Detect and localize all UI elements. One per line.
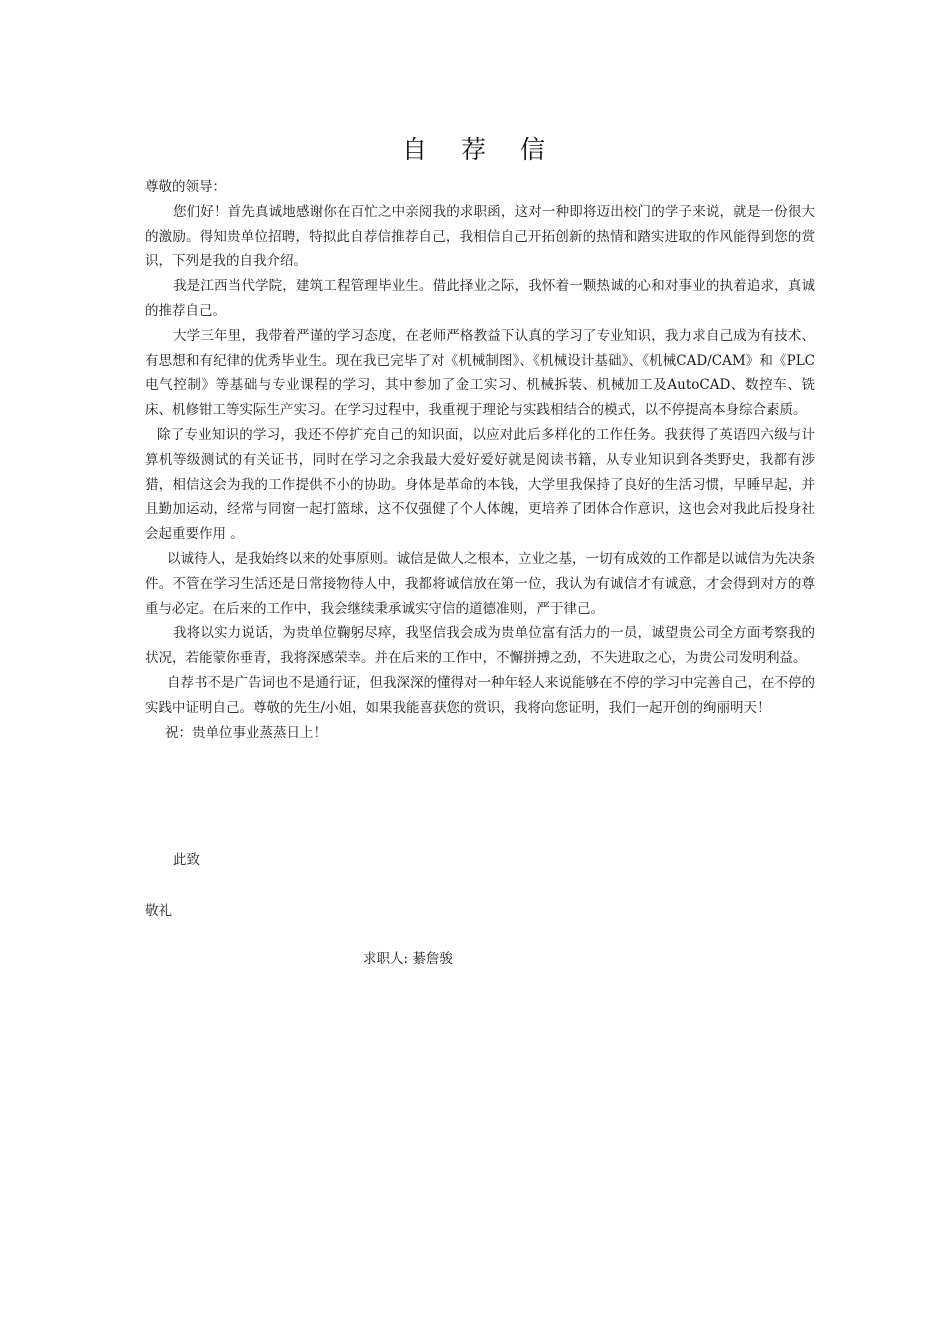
page-title: 自 荐 信 (402, 135, 558, 164)
signature: 求职人: 綦詹骏 (363, 951, 453, 967)
closing-salutation: 此致 (173, 852, 200, 868)
paragraph-opening: 您们好！首先真诚地感谢你在百忙之中亲阅我的求职函，这对一种即将迈出校门的学子来说，就是一份很大的激励。得知贵单位招聘，特拟此自荐信推荐自己，我相信自己开拓创新的热情和踏实进取的作风能得到您的赏识，下列是我的自我介绍。 (145, 203, 815, 270)
paragraph-introduction: 我是江西当代学院，建筑工程管理毕业生。借此择业之际，我怀着一颗热诚的心和对事业的执着追求，真诚的推荐自己。 (145, 278, 815, 319)
greeting: 尊敬的领导： (145, 179, 226, 195)
closing-regards: 敬礼 (145, 903, 172, 919)
letter-body (145, 175, 815, 745)
paragraph-conclusion: 自荐书不是广告词也不是通行证，但我深深的懂得对一种年轻人来说能够在不停的学习中完善自己，在不停的实践中证明自己。尊敬的先生/小姐，如果我能喜获您的赏识，我将向您证明，我们一起开创的绚丽明天！ (145, 674, 815, 716)
paragraph-study: 大学三年里，我带着严谨的学习态度，在老师严格教益下认真的学习了专业知识，我力求自己成为有技术、有思想和有纪律的优秀毕业生。现在我已完毕了对《机械制图》、《机械设计基础》、《机械CAD/CAM》和《PLC电气控制》等基础与专业课程的学习，其中参加了金工实习、机械拆装、机械加工及AutoCAD、数控车、铣床、机修钳工等实际生产实习。在学习过程中，我重视于理论与实践相结合的模式，以不停提高本身综合素质。 (145, 327, 815, 419)
paragraph-commitment: 我将以实力说话，为贵单位鞠躬尽瘁，我坚信我会成为贵单位富有活力的一员，诚望贵公司全方面考察我的状况，若能蒙你垂青，我将深感荣幸。并在后来的工作中，不懈拼搏之劲，不失进取之心，为贵公司发明利益。 (145, 625, 815, 667)
paragraph-integrity: 以诚待人，是我始终以来的处事原则。诚信是做人之根本，立业之基，一切有成效的工作都是以诚信为先决条件。不管在学习生活还是日常接物待人中，我都将诚信放在第一位，我认为有诚信才有诚意，才会得到对方的尊重与必定。在后来的工作中，我会继续秉承诚实守信的道德准则，严于律己。 (145, 550, 815, 617)
wish-line: 祝：贵单位事业蒸蒸日上！ (165, 724, 327, 741)
paragraph-skills: 除了专业知识的学习，我还不停扩充自己的知识面，以应对此后多样化的工作任务。我获得了英语四六级与计算机等级测试的有关证书，同时在学习之余我最大爱好爱好就是阅读书籍，从专业知识到各类野史，我都有涉猎，相信这会为我的工作提供不小的协助。身体是革命的本钱，大学里我保持了良好的生活习惯，早睡早起，并且勤加运动，经常与同窗一起打篮球，这不仅强健了个人体魄，更培养了团体合作意识，这也会对我此后投身社会起重要作用 。 (145, 426, 815, 543)
